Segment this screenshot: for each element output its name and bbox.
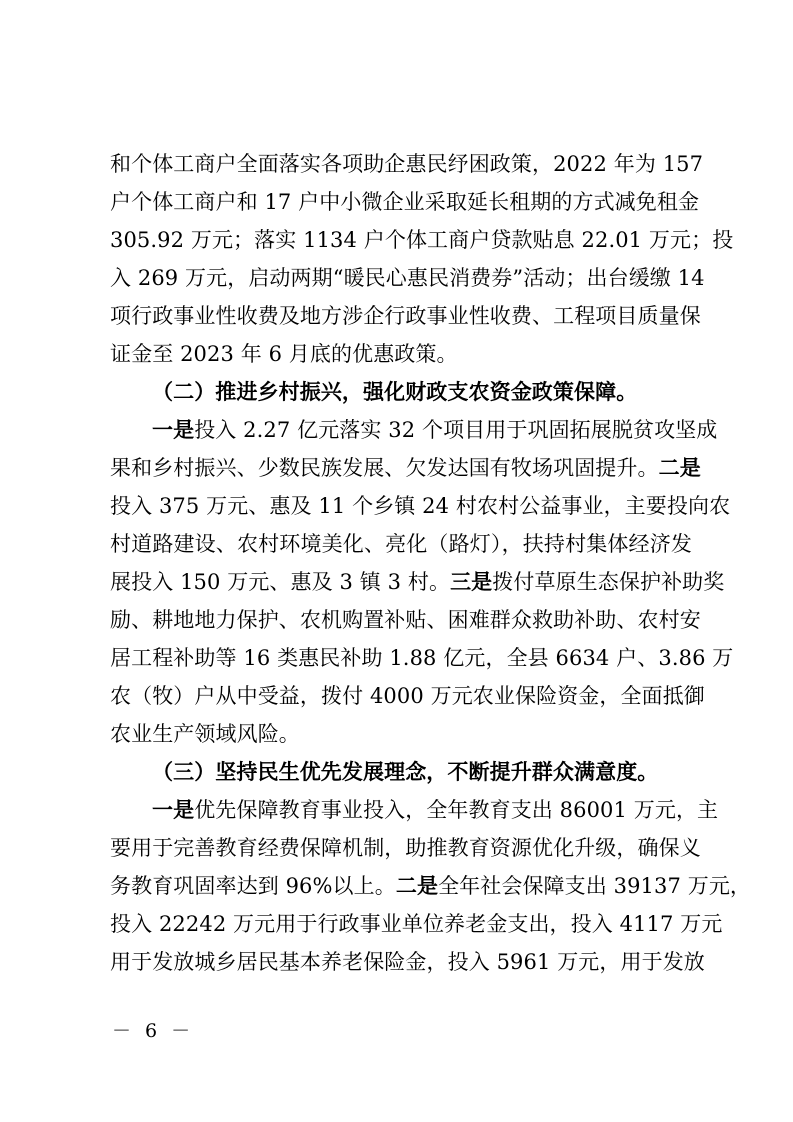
page-number: － 6 － bbox=[112, 1020, 195, 1042]
text-line: 证金至 2023 年 6 月底的优惠政策。 bbox=[110, 342, 458, 366]
document-body bbox=[110, 145, 752, 981]
emphasis-label: 三是 bbox=[450, 570, 493, 594]
text-line: 投入 375 万元、惠及 11 个乡镇 24 村农村公益事业，主要投向农 bbox=[110, 494, 731, 518]
text-line bbox=[110, 563, 725, 601]
text-line: 投入 22242 万元用于行政事业单位养老金支出，投入 4117 万元 bbox=[110, 912, 723, 936]
text-line: 农业生产领域风险。 bbox=[110, 722, 300, 746]
text-line: 项行政事业性收费及地方涉企行政事业性收费、工程项目质量保 bbox=[110, 304, 701, 328]
text-line: 村道路建设、农村环境美化、亮化（路灯），扶持村集体经济发 bbox=[110, 532, 692, 556]
paragraph-1 bbox=[110, 145, 734, 373]
text-line: 励、耕地地力保护、农机购置补贴、困难群众救助补助、农村安 bbox=[110, 608, 701, 632]
text-line: 入 269 万元，启动两期“暖民心惠民消费券”活动；出台缓缴 14 bbox=[110, 266, 705, 290]
text-line bbox=[110, 449, 701, 487]
text-span: 投入 2.27 亿元落实 32 个项目用于巩固拓展脱贫攻坚成 bbox=[194, 418, 718, 442]
text-line: 居工程补助等 16 类惠民补助 1.88 亿元，全县 6634 户、3.86 万 bbox=[110, 646, 734, 670]
text-line: 要用于完善教育经费保障机制，助推教育资源优化升级，确保义 bbox=[110, 836, 701, 860]
emphasis-label: 一是 bbox=[152, 798, 195, 822]
text-span: 优先保障教育事业投入，全年教育支出 86001 万元，主 bbox=[194, 798, 719, 822]
section-heading-3: （三）坚持民生优先发展理念，不断提升群众满意度。 bbox=[152, 760, 659, 784]
text-line bbox=[110, 791, 719, 829]
text-line bbox=[110, 867, 752, 905]
text-span: 务教育巩固率达到 96%以上。 bbox=[110, 874, 396, 898]
emphasis-label: 一是 bbox=[152, 418, 195, 442]
text-span: 展投入 150 万元、惠及 3 镇 3 村。 bbox=[110, 570, 451, 594]
text-line bbox=[110, 411, 718, 449]
emphasis-label: 二是 bbox=[395, 874, 439, 898]
paragraph-2 bbox=[110, 411, 734, 753]
text-line: 305.92 万元；落实 1134 户个体工商户贷款贴息 22.01 万元；投 bbox=[110, 228, 734, 252]
section-heading-2: （二）推进乡村振兴，强化财政支农资金政策保障。 bbox=[152, 380, 638, 404]
text-span: 全年社会保障支出 39137 万元， bbox=[438, 874, 752, 898]
text-line: 用于发放城乡居民基本养老保险金，投入 5961 万元，用于发放 bbox=[110, 950, 705, 974]
text-span: 果和乡村振兴、少数民族发展、欠发达国有牧场巩固提升。 bbox=[110, 456, 659, 480]
text-line: 农（牧）户从中受益，拨付 4000 万元农业保险资金，全面抵御 bbox=[110, 684, 705, 708]
emphasis-label: 二是 bbox=[658, 456, 701, 480]
text-span: 拨付草原生态保护补助奖 bbox=[492, 570, 725, 594]
text-line: 和个体工商户全面落实各项助企惠民纾困政策，2022 年为 157 bbox=[110, 152, 704, 176]
text-line: 户个体工商户和 17 户中小微企业采取延长租期的方式减免租金 bbox=[110, 190, 700, 214]
paragraph-3 bbox=[110, 791, 752, 981]
